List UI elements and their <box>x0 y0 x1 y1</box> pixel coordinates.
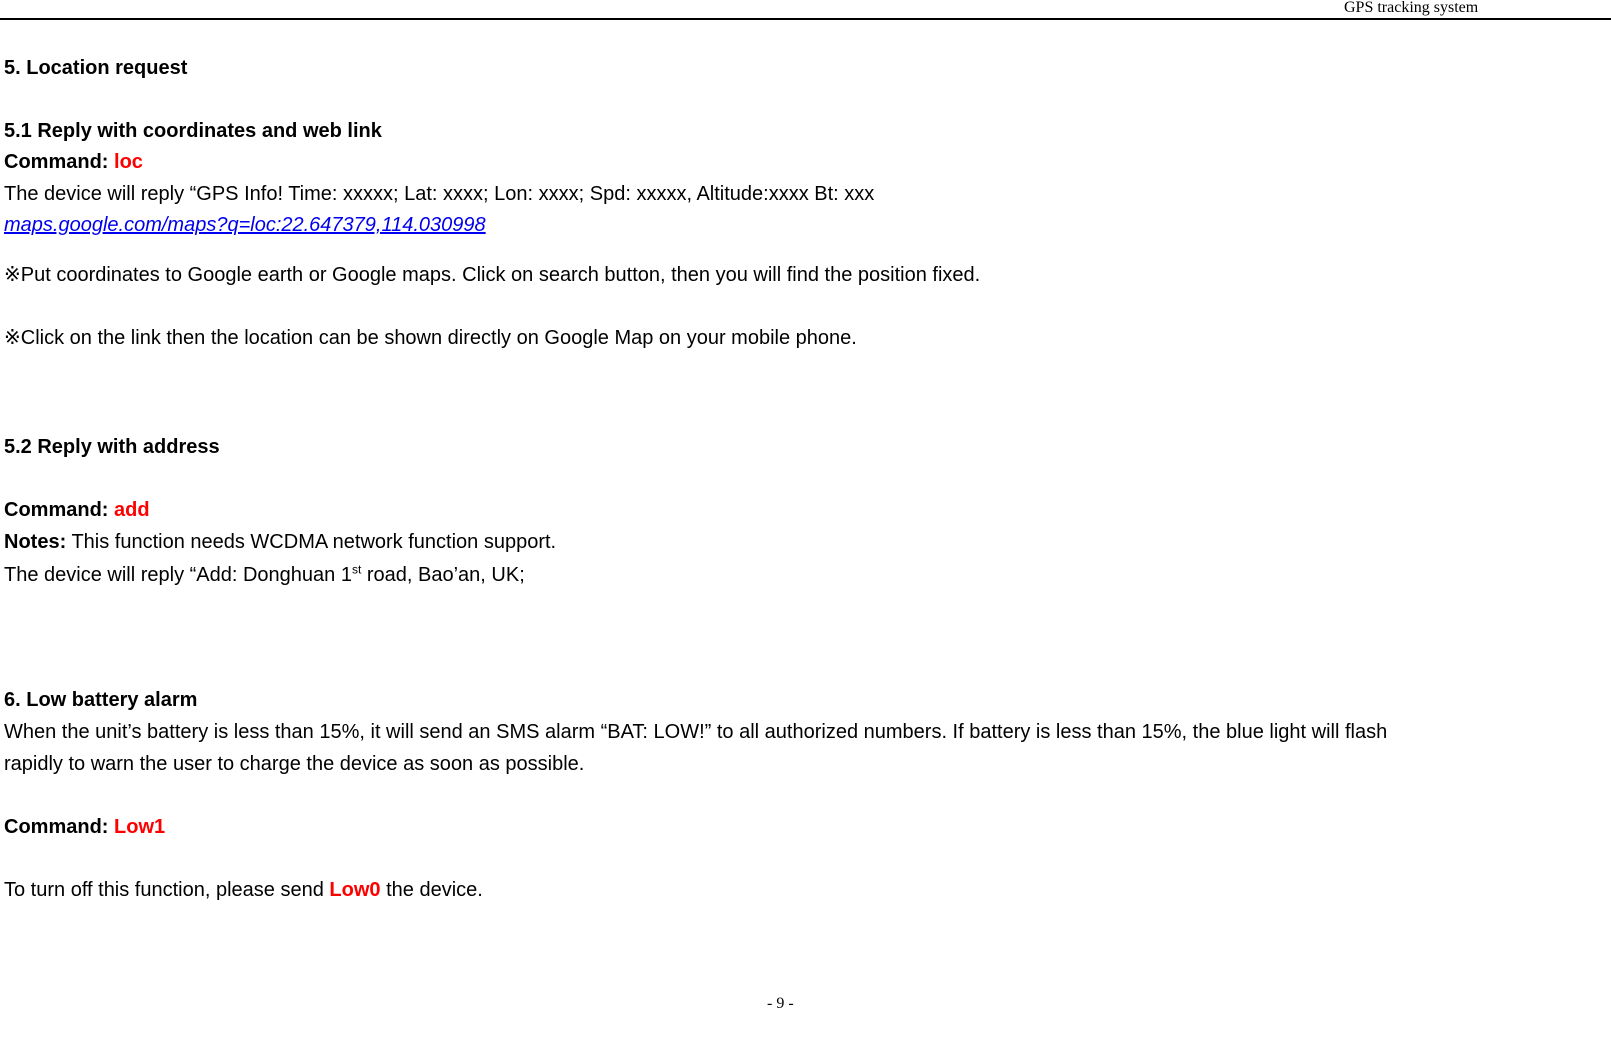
turn-off-suffix: the device. <box>386 879 483 901</box>
page-number: - 9 - <box>767 995 794 1012</box>
section-6-heading: 6. Low battery alarm <box>4 689 198 711</box>
header-rule <box>0 18 1611 20</box>
note-click-link: ※Click on the link then the location can be shown directly on Google Map on your mobile phone. <box>4 327 857 349</box>
header-title: GPS tracking system <box>1344 0 1479 16</box>
command-loc-line <box>4 150 143 174</box>
add-reply-sup: st <box>351 562 362 577</box>
command-low0: Low0 <box>329 879 381 901</box>
command-label: Command: <box>4 151 109 173</box>
command-label: Command: <box>4 499 109 521</box>
loc-reply-text: The device will reply “GPS Info! Time: xxxxx; Lat: xxxx; Lon: xxxx; Spd: xxxxx, Altitude:xxxx Bt: xxx <box>4 183 875 205</box>
notes-line <box>4 530 556 554</box>
command-low1: Low1 <box>114 816 166 838</box>
add-reply-line <box>4 563 525 587</box>
command-low1-line <box>4 815 165 839</box>
command-add-line <box>4 498 150 522</box>
add-reply-prefix: The device will reply “Add: Donghuan 1 <box>4 564 352 586</box>
command-loc: loc <box>114 151 143 173</box>
google-maps-link[interactable]: maps.google.com/maps?q=loc:22.647379,114.030998 <box>4 214 486 236</box>
command-add: add <box>114 499 150 521</box>
section-5-2-heading: 5.2 Reply with address <box>4 436 220 458</box>
turn-off-prefix: To turn off this function, please send <box>4 879 324 901</box>
section-5-heading: 5. Location request <box>4 57 188 79</box>
section-5-1-heading: 5.1 Reply with coordinates and web link <box>4 120 382 142</box>
notes-label: Notes: <box>4 531 67 553</box>
command-label: Command: <box>4 816 109 838</box>
low-battery-paragraph-line-1: When the unit’s battery is less than 15%, it will send an SMS alarm “BAT: LOW!” to all authorized numbers. If battery is less than 15%, the blue light will flash <box>4 721 1388 743</box>
add-reply-suffix: road, Bao’an, UK; <box>366 564 525 586</box>
map-link-line <box>4 213 486 237</box>
turn-off-line <box>4 878 483 902</box>
note-put-coordinates: ※Put coordinates to Google earth or Google maps. Click on search button, then you will find the position fixed. <box>4 264 981 286</box>
low-battery-paragraph-line-2: rapidly to warn the user to charge the device as soon as possible. <box>4 753 585 775</box>
notes-text: This function needs WCDMA network function support. <box>71 531 557 553</box>
